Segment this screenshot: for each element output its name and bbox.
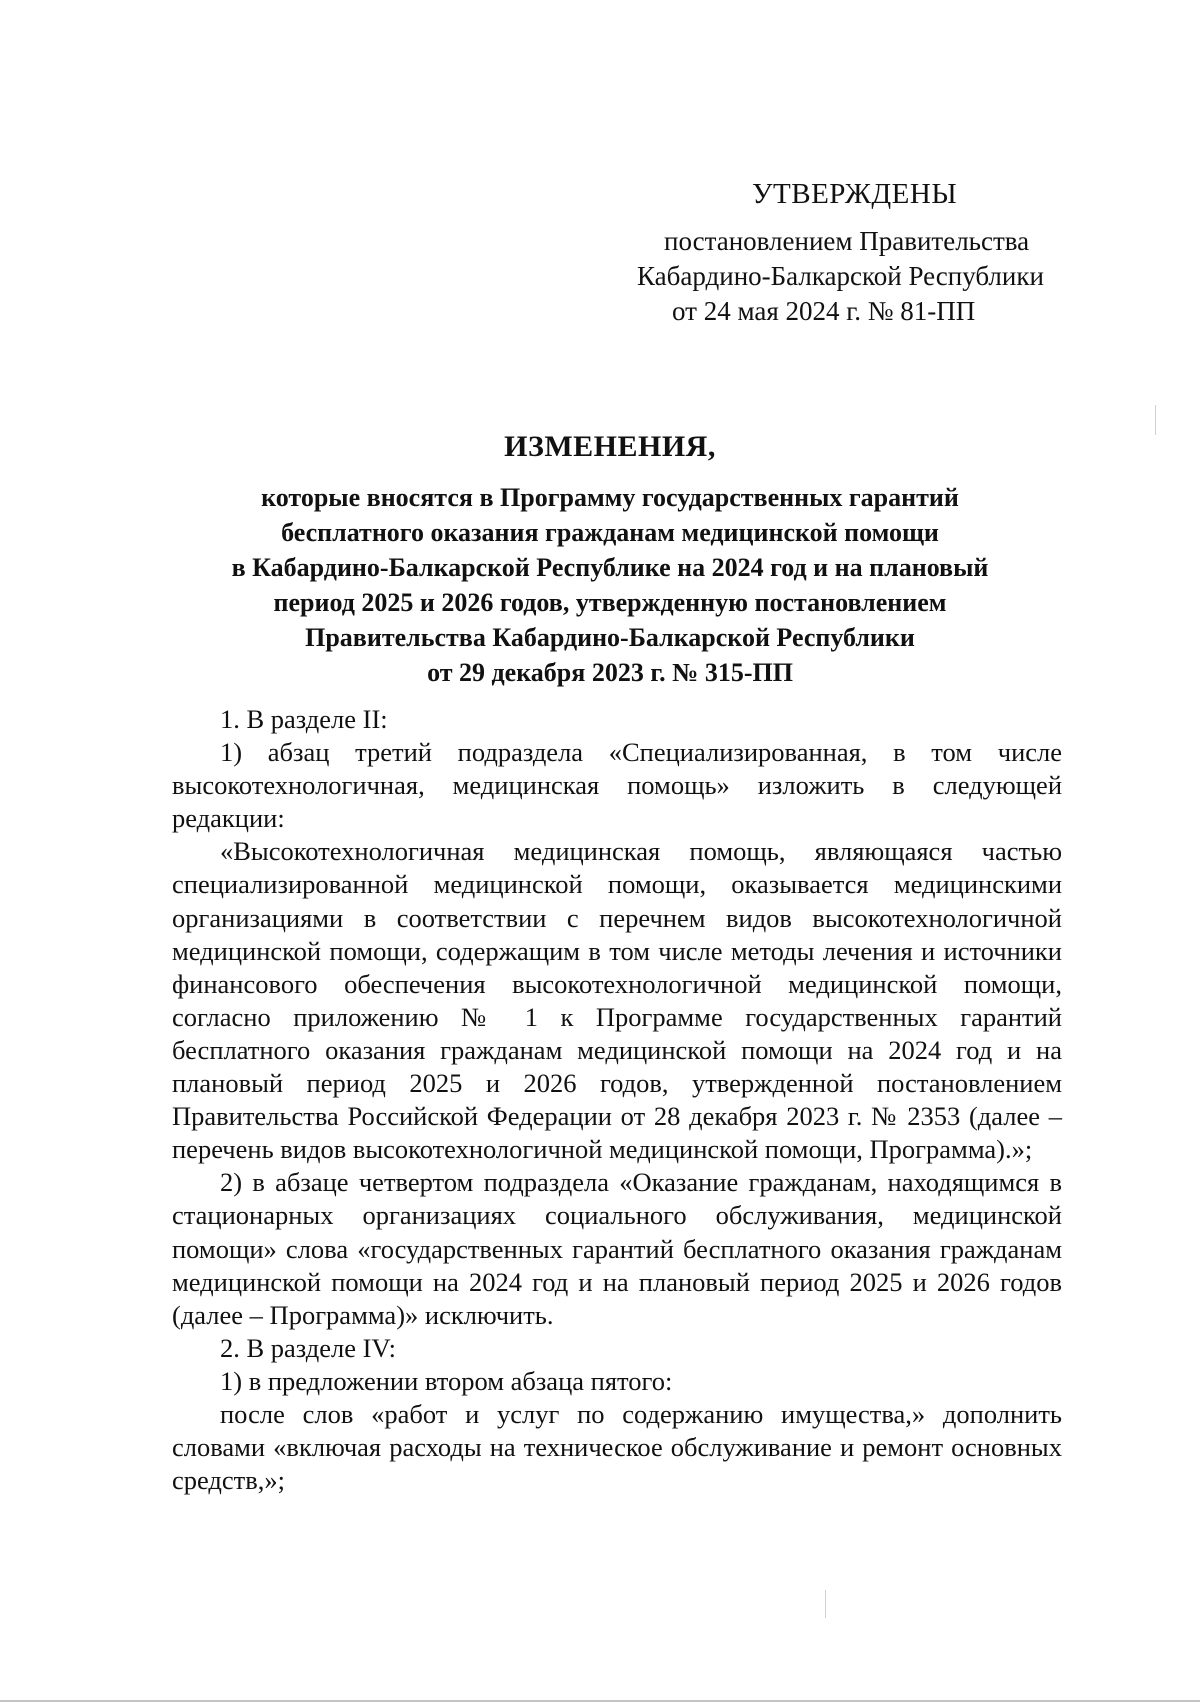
document-body bbox=[172, 703, 1062, 1497]
body-paragraph: 1) абзац третий подраздела «Специализированная, в том числе высокотехнологичная, медицинская помощь» изложить в следующей редакции: bbox=[172, 737, 1062, 834]
subtitle-line: которые вносятся в Программу государственных гарантий bbox=[261, 483, 959, 512]
body-paragraph: 2. В разделе IV: bbox=[220, 1332, 397, 1363]
approval-line: Кабардино-Балкарской Республики bbox=[637, 261, 1044, 291]
scan-edge bbox=[0, 1700, 1200, 1702]
body-paragraph: «Высокотехнологичная медицинская помощь, являющаяся частью специализированной медицинской помощи, оказывается медицинскими организациями в соответствии с перечнем видов высокотехнологичной медицинской помощи, содержащим в том числе методы лечения и источники финансового обеспечения высокотехнологичной медицинской помощи, согласно приложению № 1 к Программе государственных гарантий бесплатного оказания гражданам медицинской помощи на 2024 год и на плановый период 2025 и 2026 годов, утвержденной постановлением Правительства Российской Федерации от 28 декабря 2023 г. № 2353 (далее – перечень видов высокотехнологичной медицинской помощи, Программа).»; bbox=[172, 836, 1062, 1165]
document-title: ИЗМЕНЕНИЯ, bbox=[504, 430, 716, 463]
scan-artifact bbox=[825, 1590, 826, 1618]
body-paragraph: после слов «работ и услуг по содержанию имущества,» дополнить словами «включая расходы на техническое обслуживание и ремонт основных средств,»; bbox=[172, 1398, 1062, 1496]
document-subtitle bbox=[170, 480, 1050, 690]
subtitle-line: Правительства Кабардино-Балкарской Республики bbox=[305, 623, 915, 652]
scan-artifact bbox=[1155, 405, 1156, 435]
subtitle-line: период 2025 и 2026 годов, утвержденную постановлением bbox=[273, 588, 947, 617]
subtitle-line: от 29 декабря 2023 г. № 315-ПП bbox=[427, 658, 793, 687]
body-paragraph: 1. В разделе II: bbox=[220, 704, 388, 734]
subtitle-line: в Кабардино-Балкарской Республике на 2024 год и на плановый bbox=[231, 553, 989, 582]
body-paragraph: 1) в предложении втором абзаца пятого: bbox=[220, 1365, 673, 1396]
approval-line: постановлением Правительства bbox=[664, 226, 1030, 256]
body-paragraph: 2) в абзаце четвертом подраздела «Оказание гражданам, находящимся в стационарных организациях социального обслуживания, медицинской помощи» слова «государственных гарантий бесплатного оказания гражданам медицинской помощи на 2024 год и на плановый период 2025 и 2026 годов (далее – Программа)» исключить. bbox=[172, 1167, 1062, 1330]
subtitle-line: бесплатного оказания гражданам медицинской помощи bbox=[281, 518, 939, 547]
approval-line: от 24 мая 2024 г. № 81-ПП bbox=[672, 296, 976, 326]
approval-title: УТВЕРЖДЕНЫ bbox=[752, 178, 958, 210]
